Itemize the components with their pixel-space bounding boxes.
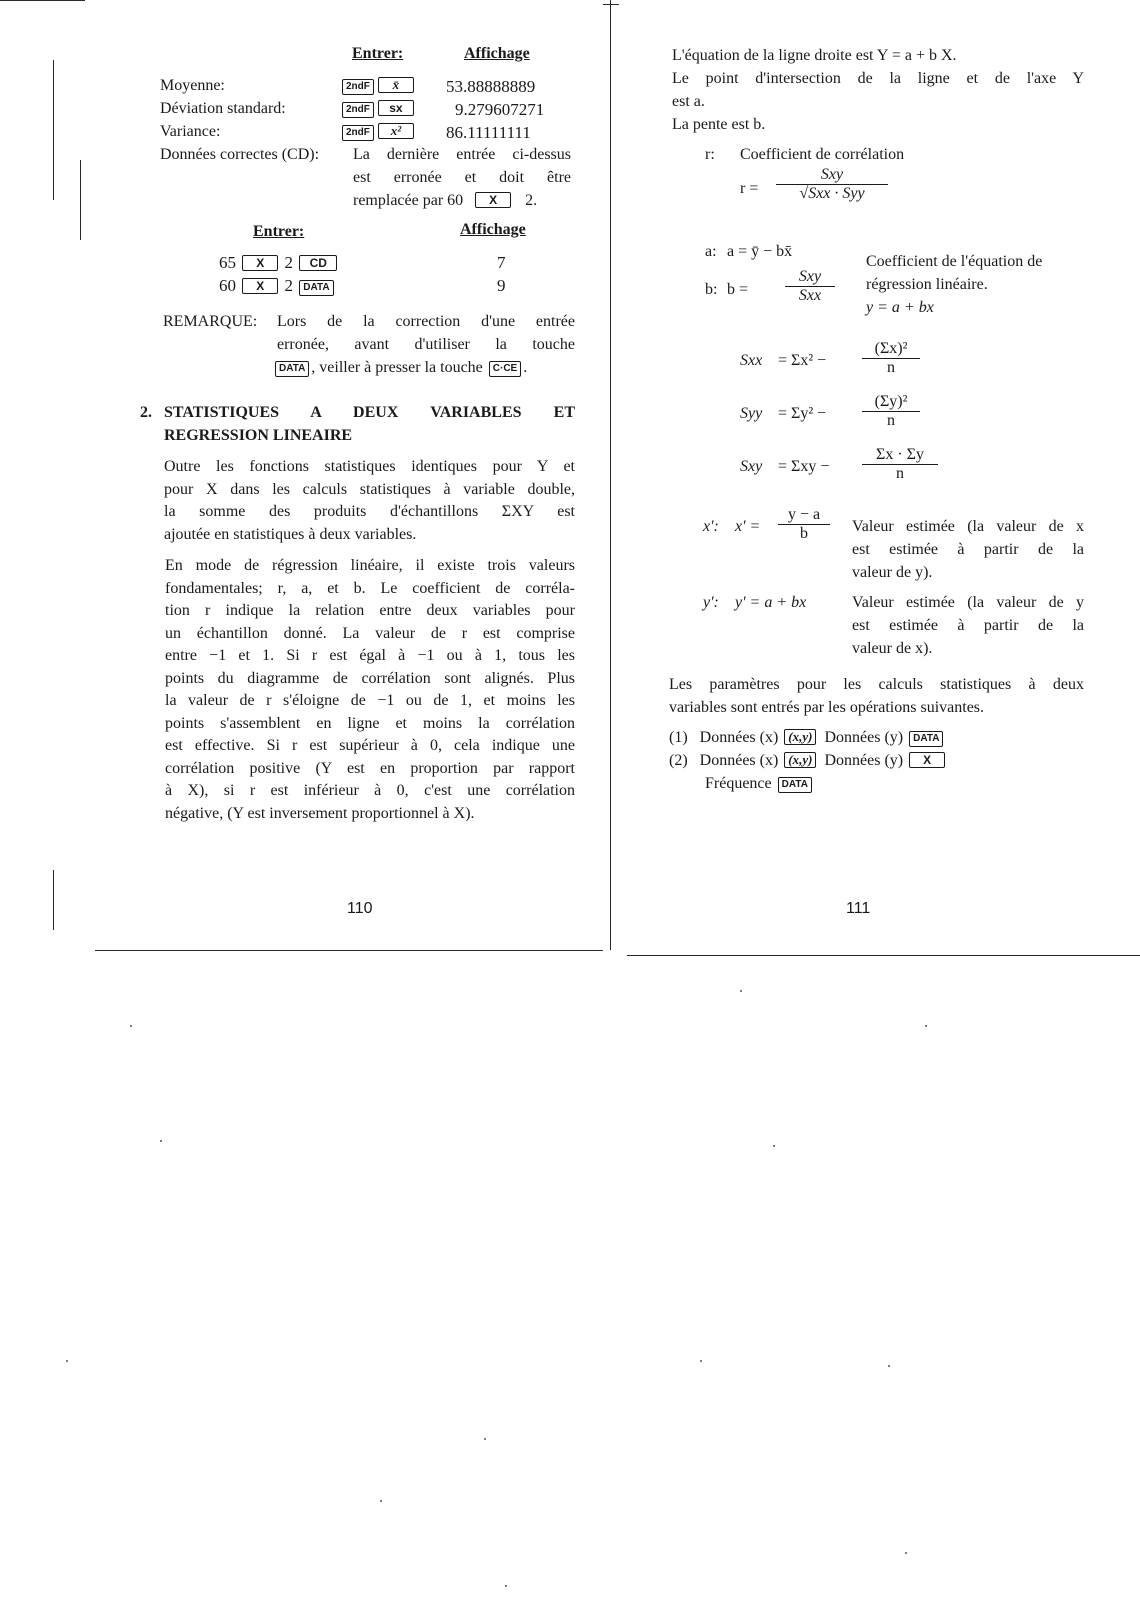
margin-mark <box>53 870 54 930</box>
row-value: 2 <box>284 276 293 295</box>
sxx-numerator: (Σx)² <box>862 340 920 359</box>
cd-line-2: est erronée et doit être <box>353 169 571 186</box>
margin-mark <box>53 60 54 200</box>
text-line: points s'assemblent en ligne et moins la corrélation <box>165 714 575 732</box>
text-line: pour X dans les calculs statistiques à variable double, <box>164 480 575 498</box>
yprime-desc-3: valeur de x). <box>852 640 933 657</box>
intro-line-4: La pente est b. <box>672 116 766 133</box>
stddev-keys <box>340 100 416 118</box>
page-number-left: 110 <box>347 900 373 917</box>
display-header: Affichage <box>464 45 530 62</box>
text-line: tion r indique la relation entre deux variables pour <box>165 602 575 619</box>
intro-line-3: est a. <box>672 93 705 110</box>
b-lhs: b = <box>727 281 749 298</box>
sxy-lhs: Sxy <box>740 458 763 475</box>
op-data-x: Données (x) <box>699 729 779 746</box>
margin-mark <box>80 160 81 240</box>
scan-speck <box>66 1360 68 1362</box>
multiply-key: X <box>242 255 278 271</box>
paragraph-1 <box>164 456 575 546</box>
xprime-desc-1: Valeur estimée (la valeur de x <box>852 518 1084 535</box>
cd-line-3 <box>353 192 537 210</box>
xprime-lhs: x' = <box>735 518 761 535</box>
section-title-line-2: REGRESSION LINEAIRE <box>164 427 353 444</box>
b-denominator: Sxx <box>798 287 822 304</box>
multiply-key: X <box>242 278 278 294</box>
a-label: a: <box>705 243 717 260</box>
sxx-lhs: Sxx <box>740 352 763 369</box>
r-label: r: <box>705 146 715 163</box>
r-numerator: Sxy <box>776 166 888 185</box>
sxx-fraction <box>862 340 920 377</box>
xy-key: (x,y) <box>784 729 816 745</box>
text-line: la valeur de r s'éloigne de −1 ou de 1, et moins les <box>165 692 575 709</box>
bottom-rule-left <box>95 950 603 951</box>
r-fraction <box>776 166 888 203</box>
intro-line-2: Le point d'intersection de la ligne et de l'axe Y <box>672 70 1084 87</box>
scan-speck <box>905 1552 907 1554</box>
intro-line-1: L'équation de la ligne droite est Y = a + b X. <box>672 47 957 64</box>
op-data-x: Données (x) <box>699 752 779 769</box>
text-line: entre −1 et 1. Si r est égal à −1 ou à 1, tous les <box>165 647 575 664</box>
text-line: est effective. Si r est supérieur à 0, cela indique une <box>165 737 575 754</box>
data-key: DATA <box>275 361 309 377</box>
yprime-formula: y' = a + bx <box>735 594 807 611</box>
op-data-y: Données (y) <box>824 752 904 769</box>
data-key: DATA <box>299 280 333 296</box>
scan-speck <box>925 1025 927 1027</box>
mean-label: Moyenne: <box>160 77 225 94</box>
mean-keys <box>340 77 416 95</box>
cd-line-1: La dernière entrée ci-dessus <box>353 146 571 163</box>
r-title: Coefficient de corrélation <box>740 146 905 163</box>
op-2 <box>669 752 947 770</box>
op-1 <box>669 729 945 747</box>
text-line: négative, (Y est inversement proportionnel à X). <box>165 804 475 822</box>
spine-tick <box>603 4 619 5</box>
data-key: DATA <box>909 731 943 747</box>
xy-key: (x,y) <box>784 752 816 768</box>
table2-row-2 <box>219 276 336 296</box>
b-fraction <box>785 268 835 305</box>
params-line-2: variables sont entrés par les opérations suivantes. <box>669 699 985 716</box>
mean-key: x̄ <box>378 77 414 93</box>
paragraph-2 <box>165 555 575 825</box>
row-number: 60 <box>219 276 236 295</box>
scan-speck <box>505 1585 507 1587</box>
data-key: DATA <box>778 777 812 793</box>
syy-denominator: n <box>887 412 895 429</box>
ab-desc-2: régression linéaire. <box>866 276 988 293</box>
remark-line-1: Lors de la correction d'une entrée <box>277 313 575 330</box>
sxx-rhs: = Σx² − <box>778 352 827 369</box>
cd-label: Données correctes (CD): <box>160 146 320 163</box>
bottom-rule-right <box>627 955 1140 956</box>
sx-key: sx <box>378 100 414 116</box>
op-frequency <box>705 775 814 793</box>
page-number-right: 111 <box>846 900 871 917</box>
text-line: En mode de régression linéaire, il existe trois valeurs <box>165 557 575 574</box>
text-line: points du diagramme de corrélation sont alignés. Plus <box>165 669 575 687</box>
cd-tail: 2. <box>525 192 538 209</box>
second-function-key: 2ndF <box>342 102 374 118</box>
row-value: 2 <box>284 253 293 272</box>
remark-line-3 <box>273 359 527 377</box>
frequency-label: Fréquence <box>705 775 772 792</box>
enter-header: Entrer: <box>352 45 404 62</box>
ab-desc-1: Coefficient de l'équation de <box>866 253 1043 270</box>
text-line: à X), si r est inférieur à 0, c'est une corrélation <box>165 782 575 799</box>
remark-label: REMARQUE: <box>163 313 258 330</box>
multiply-key: X <box>909 752 945 768</box>
second-function-key: 2ndF <box>342 79 374 95</box>
variance-label: Variance: <box>160 123 221 140</box>
r-lhs: r = <box>740 180 759 197</box>
syy-rhs: = Σy² − <box>778 405 827 422</box>
stddev-display: 9.279607271 <box>455 100 545 119</box>
scan-speck <box>700 1360 702 1362</box>
top-rule-left <box>0 0 85 1</box>
enter-header-2: Entrer: <box>253 223 305 240</box>
syy-fraction <box>862 393 920 430</box>
params-line-1: Les paramètres pour les calculs statistiques à deux <box>669 676 1084 693</box>
scan-speck <box>130 1025 132 1027</box>
op-number: (1) <box>669 729 688 746</box>
scan-speck <box>160 1140 162 1142</box>
cd-line-3-text: remplacée par 60 <box>353 192 464 209</box>
scan-speck <box>740 990 742 992</box>
sxy-denominator: n <box>896 465 904 482</box>
section-number: 2. <box>140 404 152 421</box>
row-number: 65 <box>219 253 236 272</box>
text-line: ajoutée en statistiques à deux variables. <box>164 525 417 543</box>
xprime-denominator: b <box>800 525 808 542</box>
sxx-denominator: n <box>887 359 895 376</box>
yprime-desc-1: Valeur estimée (la valeur de y <box>852 594 1084 611</box>
xprime-label: x': <box>703 518 719 535</box>
text-line: la somme des produits d'échantillons ΣXY est <box>164 503 575 520</box>
table2-display-2: 9 <box>497 276 506 295</box>
table2-display-1: 7 <box>497 253 506 272</box>
second-function-key: 2ndF <box>342 125 374 141</box>
spine-line <box>610 0 611 950</box>
xprime-numerator: y − a <box>778 506 830 525</box>
table2-row-1 <box>219 253 339 273</box>
mean-display: 53.88888889 <box>446 77 536 96</box>
ab-desc-3: y = a + bx <box>866 299 934 316</box>
sxy-numerator: Σx · Σy <box>862 446 938 465</box>
yprime-label: y': <box>703 594 719 611</box>
variance-keys <box>340 123 416 141</box>
text-line: fondamentales; r, a, et b. Le coefficient de corréla- <box>165 579 575 597</box>
remark-end: . <box>523 359 528 376</box>
xprime-fraction <box>778 506 830 543</box>
sxy-fraction <box>862 446 938 483</box>
display-header-2: Affichage <box>460 221 526 238</box>
a-formula: a = ȳ − bx̄ <box>727 243 793 260</box>
multiply-key: X <box>475 192 511 208</box>
scan-speck <box>484 1438 486 1440</box>
syy-numerator: (Σy)² <box>862 393 920 412</box>
variance-display: 86.11111111 <box>446 123 531 142</box>
yprime-desc-2: est estimée à partir de la <box>852 617 1084 634</box>
cd-key: CD <box>299 255 337 271</box>
text-line: corrélation positive (Y est en proportion par rapport <box>165 759 575 777</box>
xprime-desc-2: est estimée à partir de la <box>852 541 1084 558</box>
op-number: (2) <box>669 752 688 769</box>
text-line: Outre les fonctions statistiques identiques pour Y et <box>164 458 575 475</box>
scan-speck <box>888 1365 890 1367</box>
stddev-label: Déviation standard: <box>160 100 286 117</box>
xprime-desc-3: valeur de y). <box>852 564 933 581</box>
b-label: b: <box>705 281 718 298</box>
scan-speck <box>380 1500 382 1502</box>
r-denominator: √Sxx · Syy <box>799 185 865 202</box>
sxy-rhs: = Σxy − <box>778 458 830 475</box>
section-title-line-1: STATISTIQUES A DEUX VARIABLES ET <box>164 404 575 421</box>
remark-line-3-text: , veiller à presser la touche <box>311 359 483 376</box>
scan-speck <box>773 1145 775 1147</box>
op-data-y: Données (y) <box>824 729 904 746</box>
x-squared-key: x² <box>378 123 414 139</box>
b-numerator: Sxy <box>785 268 835 287</box>
text-line: un échantillon donné. La valeur de r est comprise <box>165 624 575 642</box>
remark-line-2: erronée, avant d'utiliser la touche <box>277 336 575 353</box>
syy-lhs: Syy <box>740 405 763 422</box>
clear-key: C·CE <box>489 361 521 377</box>
